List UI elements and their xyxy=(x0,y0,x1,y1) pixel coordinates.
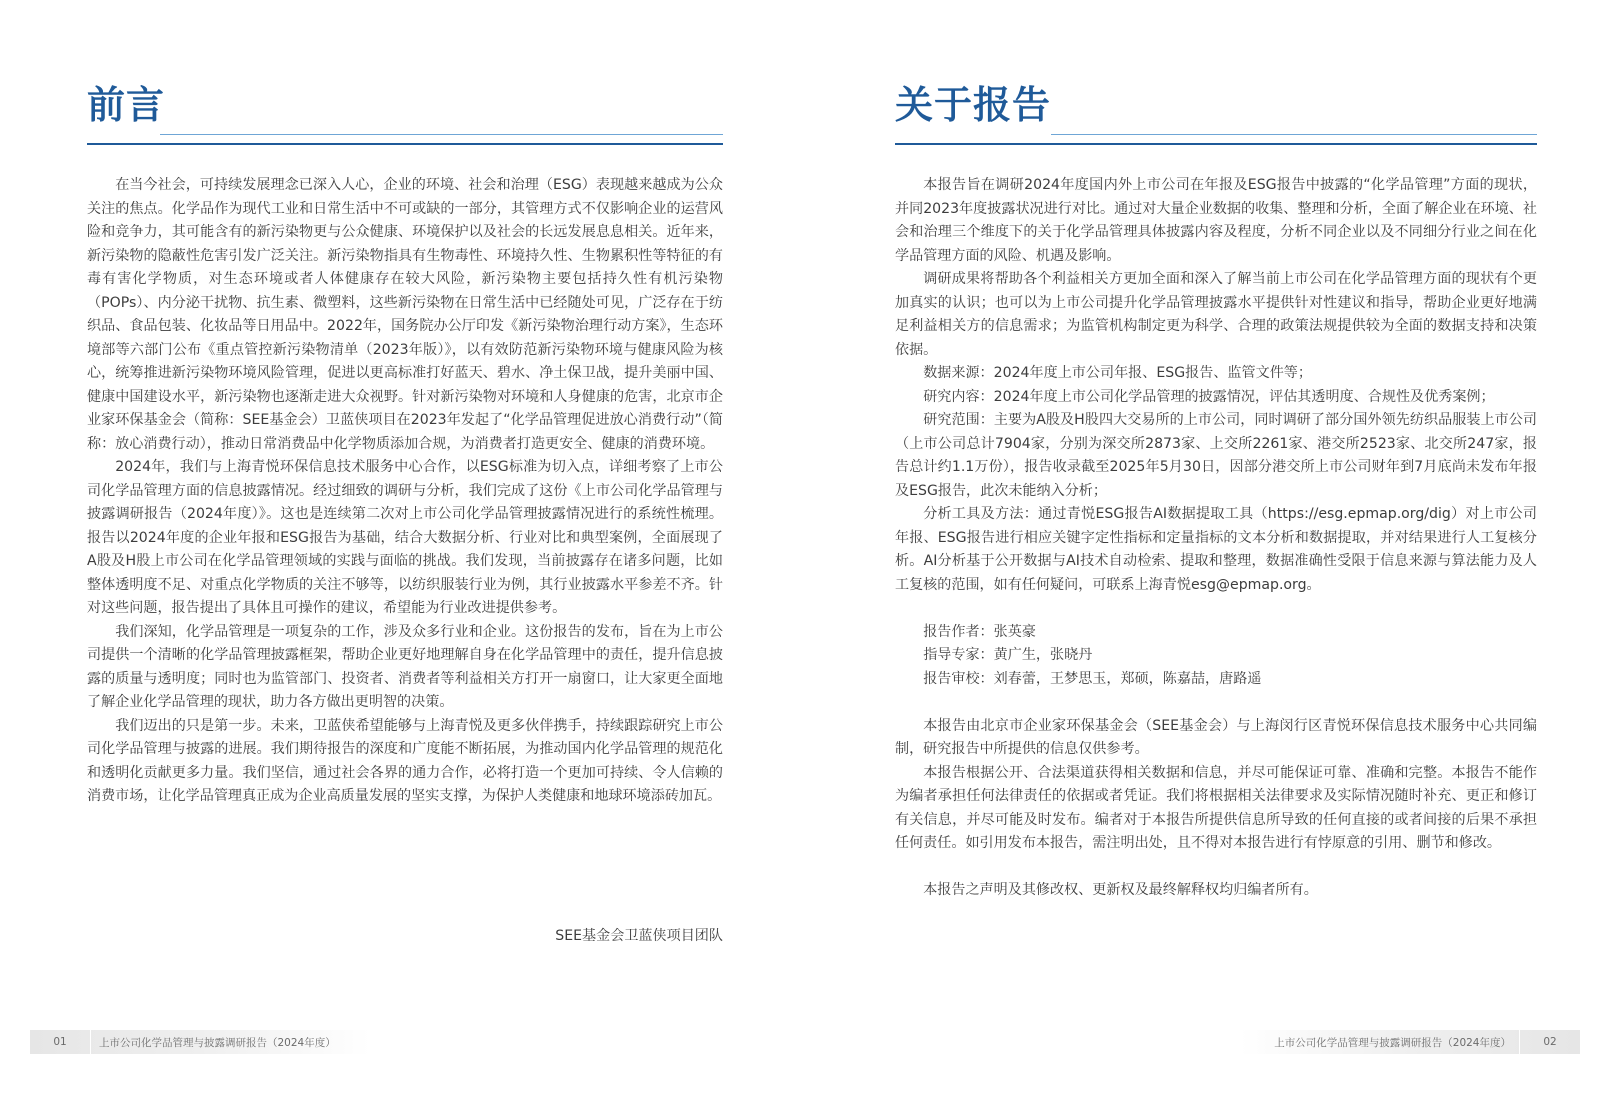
credit-line: 报告作者：张英豪 xyxy=(923,623,1036,640)
spacer xyxy=(895,691,1537,715)
disclaimer-paragraph: 本报告由北京市企业家环保基金会（SEE基金会）与上海闵行区青悦环保信息技术服务中心共同编制，研究报告中所提供的信息仅供参考。 xyxy=(895,717,1537,757)
spacer xyxy=(895,856,1537,880)
page-title: 关于报告 xyxy=(895,83,1052,127)
page-title: 前言 xyxy=(87,83,166,127)
page-footer xyxy=(30,1030,370,1054)
page-number: 01 xyxy=(53,1036,67,1048)
closing-statement: 本报告之声明及其修改权、更新权及最终解释权均归编者所有。 xyxy=(923,882,1318,898)
paragraph: 我们迈出的只是第一步。未来，卫蓝侠希望能够与上海青悦及更多伙伴携手，持续跟踪研究上市公司化学品管理与披露的进展。我们期待报告的深度和广度能不断拓展，为推动国内化学品管理的规范化和透明化贡献更多力量。我们坚信，通过社会各界的通力合作，必将打造一个更加可持续、令人信赖的消费市场，让化学品管理真正成为企业高质量发展的坚实支撑，为保护人类健康和地球环境添砖加瓦。 xyxy=(87,717,723,804)
paragraph: 研究内容：2024年度上市公司化学品管理的披露情况，评估其透明度、合规性及优秀案例； xyxy=(923,388,1495,405)
paragraph: 2024年，我们与上海青悦环保信息技术服务中心合作，以ESG标准为切入点，详细考察了上市公司化学品管理方面的信息披露情况。经过细致的调研与分析，我们完成了这份《上市公司化学品管理与披露调研报告（2024年度）》。这也是连续第二次对上市公司化学品管理披露情况进行的系统性梳理。报告以2024年度的企业年报和ESG报告为基础，结合大数据分析、行业对比和典型案例，全面展现了A股及H股上市公司在化学品管理领域的实践与面临的挑战。我们发现，当前披露存在诸多问题，比如整体透明度不足、对重点化学物质的关注不够等，以纺织服装行业为例，其行业披露水平参差不齐。针对这些问题，报告提出了具体且可操作的建议，希望能为行业改进提供参考。 xyxy=(87,459,723,616)
signature: SEE基金会卫蓝侠项目团队 xyxy=(555,928,723,944)
title-divider xyxy=(87,143,723,145)
page-number: 02 xyxy=(1543,1036,1557,1048)
paragraph: 调研成果将帮助各个利益相关方更加全面和深入了解当前上市公司在化学品管理方面的现状有个更加真实的认识；也可以为上市公司提升化学品管理披露水平提供针对性建议和指导，帮助企业更好地满足利益相关方的信息需求；为监管机构制定更为科学、合理的政策法规提供较为全面的数据支持和决策依据。 xyxy=(895,271,1537,358)
disclaimer-paragraph: 本报告根据公开、合法渠道获得相关数据和信息，并尽可能保证可靠、准确和完整。本报告不能作为编者承担任何法律责任的依据或者凭证。我们将根据相关法律要求及实际情况随时补充、更正和修订有关信息，并尽可能及时发布。编者对于本报告所提供信息所导致的任何直接的或者间接的后果不承担任何责任。如引用发布本报告，需注明出处，且不得对本报告进行有悖原意的引用、删节和修改。 xyxy=(895,764,1537,851)
paragraph: 我们深知，化学品管理是一项复杂的工作，涉及众多行业和企业。这份报告的发布，旨在为上市公司提供一个清晰的化学品管理披露框架，帮助企业更好地理解自身在化学品管理中的责任，提升信息披露的质量与透明度；同时也为监管部门、投资者、消费者等利益相关方打开一扇窗口，让大家更全面地了解企业化学品管理的现状，助力各方做出更明智的决策。 xyxy=(87,623,723,710)
title-divider-thin xyxy=(160,134,723,135)
credit-line: 指导专家：黄广生，张晓丹 xyxy=(923,647,1093,663)
footer-report-title: 上市公司化学品管理与披露调研报告（2024年度） xyxy=(1274,1036,1511,1049)
right-page xyxy=(805,0,1610,1100)
page-footer xyxy=(1240,1030,1580,1054)
paragraph: 数据来源：2024年度上市公司年报、ESG报告、监管文件等； xyxy=(923,365,1312,381)
paragraph: 分析工具及方法：通过青悦ESG报告AI数据提取工具（https://esg.epmap.org/dig）对上市公司年报、ESG报告进行相应关键字定性指标和定量指标的文本分析和数据提取，并对结果进行人工复核分析。AI分析基于公开数据与AI技术自动检索、提取和整理，数据准确性受限于信息来源与算法能力及人工复核的范围，如有任何疑问，可联系上海青悦esg@epmap.org。 xyxy=(895,506,1537,593)
about-body xyxy=(895,174,1537,903)
title-divider-thin xyxy=(1051,134,1537,135)
title-divider xyxy=(895,143,1537,145)
spacer xyxy=(895,597,1537,621)
preface-body xyxy=(87,174,723,809)
paragraph: 本报告旨在调研2024年度国内外上市公司在年报及ESG报告中披露的“化学品管理”方面的现状，并同2023年度披露状况进行对比。通过对大量企业数据的收集、整理和分析，全面了解企业在环境、社会和治理三个维度下的关于化学品管理具体披露内容及程度，分析不同企业以及不同细分行业之间在化学品管理方面的风险、机遇及影响。 xyxy=(895,177,1537,264)
footer-report-title: 上市公司化学品管理与披露调研报告（2024年度） xyxy=(99,1036,336,1049)
paragraph: 研究范围：主要为A股及H股四大交易所的上市公司，同时调研了部分国外领先纺织品服装上市公司（上市公司总计7904家，分别为深交所2873家、上交所2261家、港交所2523家、北交所247家，报告总计约1.1万份），报告收录截至2025年5月30日，因部分港交所上市公司财年到7月底尚未发布年报及ESG报告，此次未能纳入分析； xyxy=(895,412,1537,499)
paragraph: 在当今社会，可持续发展理念已深入人心，企业的环境、社会和治理（ESG）表现越来越成为公众关注的焦点。化学品作为现代工业和日常生活中不可或缺的一部分，其管理方式不仅影响企业的运营风险和竞争力，其可能含有的新污染物更与公众健康、环境保护以及社会的长远发展息息相关。近年来，新污染物的隐蔽性危害引发广泛关注。新污染物指具有生物毒性、环境持久性、生物累积性等特征的有毒有害化学物质，对生态环境或者人体健康存在较大风险，新污染物主要包括持久性有机污染物（POPs）、内分泌干扰物、抗生素、微塑料，这些新污染物在日常生活中已经随处可见，广泛存在于纺织品、食品包装、化妆品等日用品中。2022年，国务院办公厅印发《新污染物治理行动方案》，生态环境部等六部门公布《重点管控新污染物清单（2023年版）》，以有效防范新污染物环境与健康风险为核心，统筹推进新污染物环境风险管理，促进以更高标准打好蓝天、碧水、净土保卫战，提升美丽中国、健康中国建设水平，新污染物也逐渐走进大众视野。针对新污染物对环境和人身健康的危害，北京市企业家环保基金会（简称：SEE基金会）卫蓝侠项目在2023年发起了“化学品管理促进放心消费行动”（简称：放心消费行动），推动日常消费品中化学物质添加合规，为消费者打造更安全、健康的消费环境。 xyxy=(87,177,723,452)
credit-line: 报告审校：刘春蕾，王梦思玉，郑硕，陈嘉喆，唐路遥 xyxy=(923,670,1262,687)
